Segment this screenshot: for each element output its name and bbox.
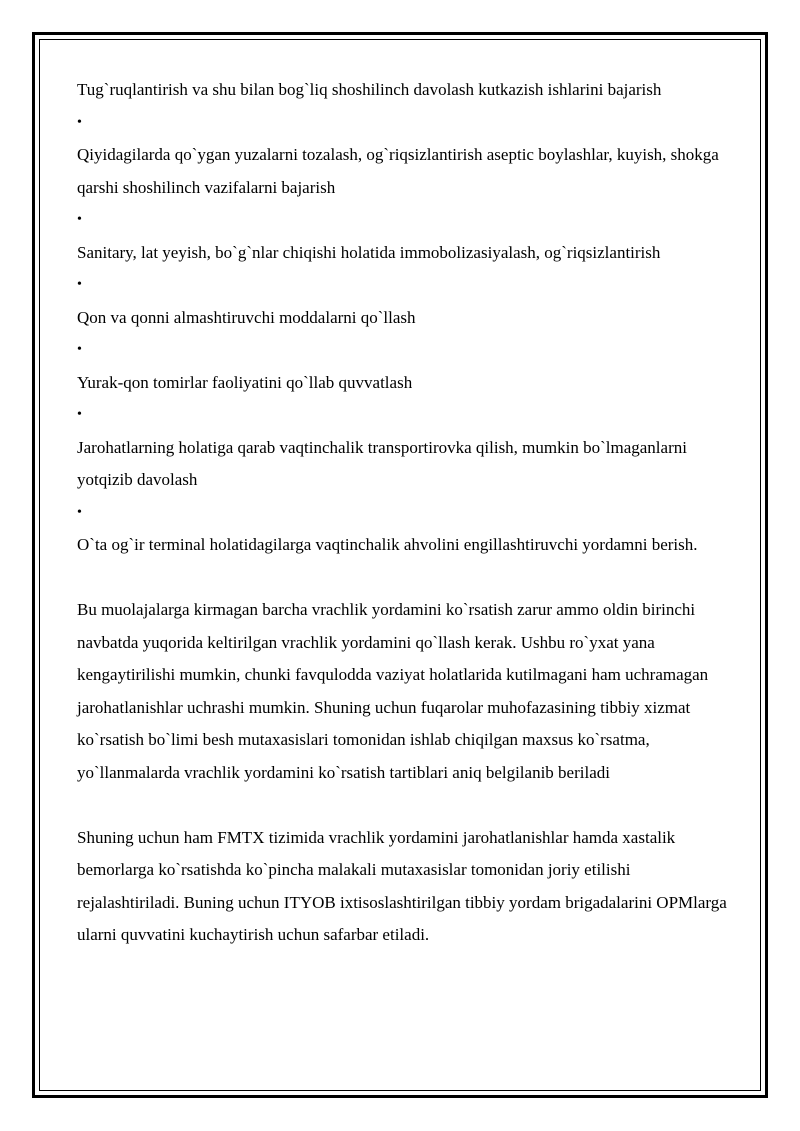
bullet-3: •: [77, 277, 82, 292]
bullet-5: •: [77, 407, 82, 422]
bullet-2: •: [77, 212, 82, 227]
paragraph-gap: [77, 789, 737, 822]
list-item-7: O`ta og`ir terminal holatidagilarga vaqtinchalik ahvolini engillashtiruvchi yordamni berish.: [77, 535, 698, 554]
list-item-3: Sanitary, lat yeyish, bo`g`nlar chiqishi holatida immobolizasiyalash, og`riqsizlantirish: [77, 242, 661, 262]
bullet-6: •: [77, 504, 82, 520]
bullet-4: •: [77, 342, 82, 357]
paragraph-gap: [77, 562, 737, 595]
paragraph-2: Shuning uchun ham FMTX tizimida vrachlik yordamini jarohatlanishlar hamda xastalik bemorlarga ko`rsatishda ko`pincha malakali mutaxasislar tomonidan joriy etilishi rejalashtiriladi. Buning uchun ITYOB ixtisoslashtirilgan tibbiy yordam brigadalarini OPMlarga ularni quvvatini kuchaytirish uchun safarbar etiladi.: [77, 827, 727, 944]
paragraph-1: Bu muolajalarga kirmagan barcha vrachlik yordamini ko`rsatish zarur ammo oldin birinchi navbatda yuqorida keltirilgan vrachlik yordamini qo`llash kerak. Ushbu ro`yxat yana kengaytirilishi mumkin, chunki favqulodda vaziyat holatlarida kutilmagani ham uchramagan jarohatlanishlar uchrashi mumkin. Shuning uchun fuqarolar muhofazasining tibbiy xizmat ko`rsatish bo`limi besh mutaxasislari tomonidan ishlab chiqilgan maxsus ko`rsatma, yo`llanmalarda vrachlik yordamini ko`rsatish tartiblari aniq belgilanib beriladi: [77, 600, 709, 782]
list-item-2: Qiyidagilarda qo`ygan yuzalarni tozalash, og`riqsizlantirish aseptic boylashlar, kuyish, shokga qarshi shoshilinch vazifalarni bajarish: [77, 145, 719, 197]
list-item-5: Yurak-qon tomirlar faoliyatini qo`llab quvvatlash: [77, 372, 413, 392]
list-item-1: Tug`ruqlantirish va shu bilan bog`liq shoshilinch davolash kutkazish ishlarini bajarish: [77, 80, 662, 99]
list-item-4: Qon va qonni almashtiruvchi moddalarni qo`llash: [77, 307, 416, 327]
document-body: [77, 74, 737, 952]
list-item-6: Jarohatlarning holatiga qarab vaqtinchalik transportirovka qilish, mumkin bo`lmaganlarni yotqizib davolash: [77, 437, 687, 489]
bullet-1: •: [77, 114, 82, 130]
